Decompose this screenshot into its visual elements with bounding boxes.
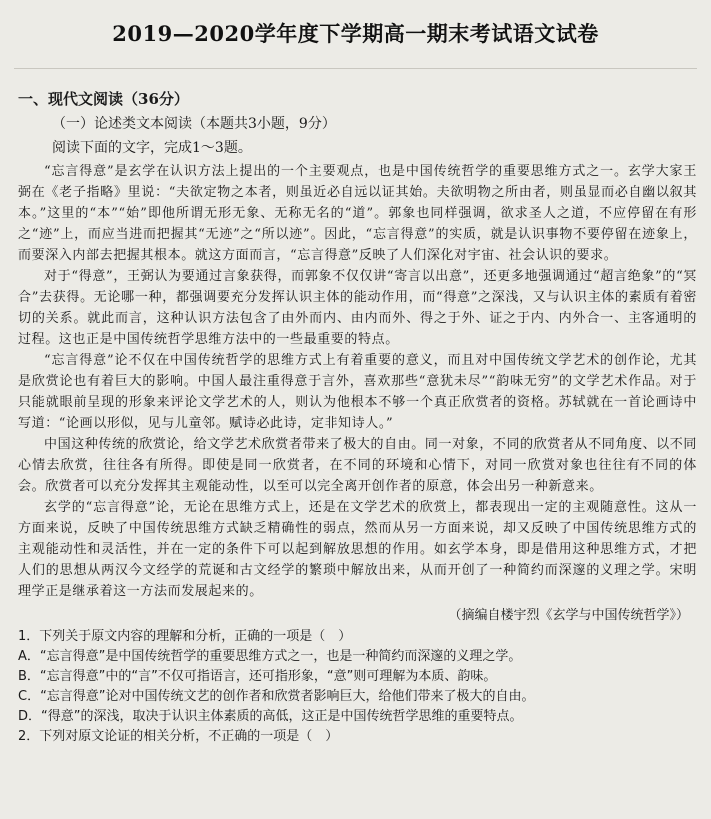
reading-instruction: 阅读下面的文字，完成1～3题。 bbox=[52, 140, 252, 156]
passage-paragraph-4: 中国这种传统的欣赏论，给文学艺术欣赏者带来了极大的自由。同一对象，不同的欣赏者从不同角度、以不同心情去欣赏，往往各有所得。即使是同一欣赏者，在不同的环境和心情下，对同一欣赏对象也往往有不同的体会。欣赏者可以充分发挥其主观能动性，以至可以完全离开创作者的原意，体会出另一种新意来。 bbox=[18, 437, 697, 494]
question-1-option-b: B．“忘言得意”中的“言”不仅可指语言，还可指形象，“意”则可理解为本质、韵味。 bbox=[18, 669, 497, 684]
subsection-heading: （一）论述类文本阅读（本题共3小题，9分） bbox=[52, 116, 336, 132]
section-heading: 一、现代文阅读（36分） bbox=[18, 90, 189, 108]
question-2-stem: 2．下列对原文论证的相关分析，不正确的一项是（ ） bbox=[18, 729, 339, 744]
passage-source: （摘编自楼宇烈《玄学与中国传统哲学》） bbox=[448, 608, 689, 623]
exam-content bbox=[18, 88, 697, 747]
question-1-option-a: A．“忘言得意”是中国传统哲学的重要思维方式之一，也是一种简约而深邃的义理之学。 bbox=[18, 649, 522, 664]
question-1-option-d: D．“得意”的深浅，取决于认识主体素质的高低，这正是中国传统哲学思维的重要特点。 bbox=[18, 709, 523, 724]
exam-title: 2019—2020学年度下学期高一期末考试语文试卷 bbox=[112, 21, 599, 46]
question-1-option-c: C．“忘言得意”论对中国传统文艺的创作者和欣赏者影响巨大，给他们带来了极大的自由。 bbox=[18, 689, 535, 704]
passage-paragraph-1: “忘言得意”是玄学在认识方法上提出的一个主要观点，也是中国传统哲学的重要思维方式之一。玄学大家王弼在《老子指略》里说：“夫欲定物之本者，则虽近必自远以证其始。夫欲明物之所由者，则虽显而必自幽以叙其本。”这里的“本”“始”即他所谓无形无象、无称无名的“道”。郭象也同样强调，欲求圣人之道，不应停留在有形之“迹”上，而应当进而把握其“无迹”之“所以迹”。因此，“忘言得意”的实质，就是认识事物不要停留在迹象上，而要深入内部去把握其根本。就这方面而言，“忘言得意”反映了人们深化对宇宙、社会认识的要求。 bbox=[18, 164, 697, 263]
passage-paragraph-3: “忘言得意”论不仅在中国传统哲学的思维方式上有着重要的意义，而且对中国传统文学艺术的创作论，尤其是欣赏论也有着巨大的影响。中国人最注重得意于言外，喜欢那些“意犹未尽”“韵味无穷”的文学艺术作品。对于只能就眼前呈现的形象来评论文学艺术的人，则认为他根本不够一个真正欣赏者的资格。苏轼就在一首论画诗中写道：“论画以形似，见与儿童邻。赋诗必此诗，定非知诗人。” bbox=[18, 353, 697, 431]
question-1-stem: 1．下列关于原文内容的理解和分析，正确的一项是（ ） bbox=[18, 629, 352, 644]
title-divider bbox=[14, 68, 697, 69]
passage-paragraph-5: 玄学的“忘言得意”论，无论在思维方式上，还是在文学艺术的欣赏上，都表现出一定的主观随意性。这从一方面来说，反映了中国传统思维方式缺乏精确性的弱点，然而从另一方面来说，却又反映了中国传统思维方式的主观能动性和灵活性，并在一定的条件下可以起到解放思想的作用。如玄学本身，即是借用这种思维方式，才把人们的思想从两汉今文经学的荒诞和古文经学的繁琐中解放出来，从而开创了一种简约而深邃的义理之学。宋明理学正是继承着这一方法而发展起来的。 bbox=[18, 500, 697, 599]
passage-paragraph-2: 对于“得意”，王弼认为要通过言象获得，而郭象不仅仅讲“寄言以出意”，还更多地强调通过“超言绝象”的“冥合”去获得。无论哪一种，都强调要充分发挥认识主体的能动作用，而“得意”之深浅，又与认识主体的素质有着密切的关系。就此而言，这种认识方法包含了由外而内、由内而外、得之于外、证之于内、内外合一、主客通明的过程。这也正是中国传统哲学思维方法中的一些最重要的特点。 bbox=[18, 269, 697, 347]
